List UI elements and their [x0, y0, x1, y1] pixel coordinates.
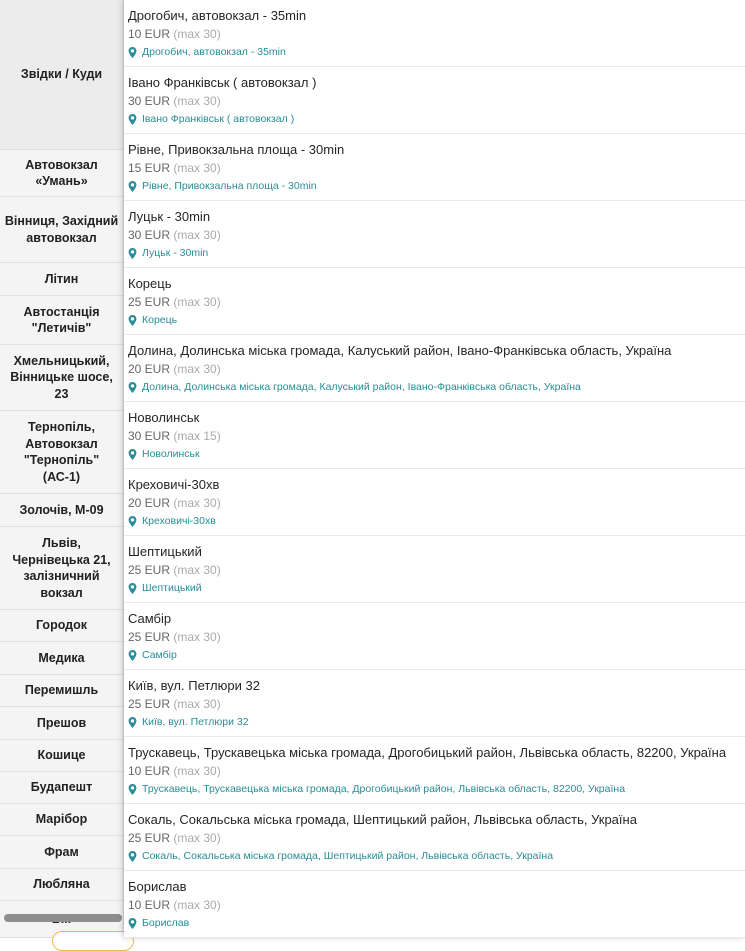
option-name: Корець — [128, 276, 172, 291]
location-text: Рівне, Привокзальна площа - 30min — [142, 180, 317, 192]
option-name: Сокаль, Сокальська міська громада, Шептицький район, Львівська область, Україна — [128, 812, 637, 827]
route-stop-row: Хмельницький, Вінницьке шосе, 23 — [0, 345, 123, 411]
location-text: Самбір — [142, 649, 177, 661]
route-stop-row: Золочів, М-09 — [0, 494, 123, 527]
destination-dropdown — [124, 0, 745, 938]
option-location — [128, 314, 177, 326]
map-pin-icon — [128, 382, 137, 393]
dropdown-option[interactable] — [124, 335, 745, 402]
option-price — [128, 898, 221, 912]
orange-outline-button[interactable] — [52, 931, 134, 951]
route-stop-row: Любляна — [0, 869, 123, 901]
price-value: 25 EUR — [128, 563, 171, 577]
map-pin-icon — [128, 650, 137, 661]
map-pin-icon — [128, 449, 137, 460]
price-value: 10 EUR — [128, 27, 171, 41]
option-price — [128, 496, 221, 510]
dropdown-option[interactable] — [124, 737, 745, 804]
option-location — [128, 716, 249, 728]
price-value: 25 EUR — [128, 295, 171, 309]
route-stop-row: Тернопіль, Автовокзал "Тернопіль" (АС-1) — [0, 411, 123, 494]
location-text: Трускавець, Трускавецька міська громада, Дрогобицький район, Львівська область, 82200, Україна — [142, 783, 626, 795]
dropdown-option[interactable] — [124, 804, 745, 871]
max-seats: (max 30) — [173, 362, 221, 376]
route-stop-row: Літин — [0, 263, 123, 296]
option-location — [128, 381, 581, 393]
map-pin-icon — [128, 918, 137, 929]
price-value: 25 EUR — [128, 831, 171, 845]
map-pin-icon — [128, 114, 137, 125]
option-location — [128, 917, 189, 929]
option-name: Долина, Долинська міська громада, Калуський район, Івано-Франківська область, Україна — [128, 343, 672, 358]
dropdown-option[interactable] — [124, 469, 745, 536]
option-name: Самбір — [128, 611, 172, 626]
route-stop-row: Городок — [0, 610, 123, 642]
option-price — [128, 563, 221, 577]
map-pin-icon — [128, 47, 137, 58]
option-location — [128, 113, 294, 125]
location-text: Дрогобич, автовокзал - 35min — [142, 46, 286, 58]
location-text: Корець — [142, 314, 178, 326]
location-text: Борислав — [142, 917, 190, 929]
map-pin-icon — [128, 315, 137, 326]
dropdown-option[interactable] — [124, 0, 745, 67]
dropdown-option[interactable] — [124, 201, 745, 268]
max-seats: (max 30) — [173, 898, 221, 912]
price-value: 25 EUR — [128, 630, 171, 644]
option-location — [128, 783, 625, 795]
route-stop-row: Кошице — [0, 740, 123, 772]
option-name: Дрогобич, автовокзал - 35min — [128, 8, 307, 23]
max-seats: (max 30) — [173, 630, 221, 644]
option-price — [128, 831, 221, 845]
option-price — [128, 697, 221, 711]
max-seats: (max 30) — [173, 295, 221, 309]
route-stop-row: Медика — [0, 642, 123, 675]
route-table-left-column — [0, 0, 124, 938]
map-pin-icon — [128, 784, 137, 795]
route-stop-row: Автостанція "Летичів" — [0, 296, 123, 345]
route-stop-row: Будапешт — [0, 772, 123, 804]
option-name: Новолинськ — [128, 410, 200, 425]
location-text: Долина, Долинська міська громада, Калуський район, Івано-Франківська область, Україна — [142, 381, 581, 393]
option-name: Івано Франківськ ( автовокзал ) — [128, 75, 317, 90]
max-seats: (max 30) — [173, 496, 221, 510]
price-value: 15 EUR — [128, 161, 171, 175]
max-seats: (max 30) — [173, 697, 221, 711]
price-value: 20 EUR — [128, 362, 171, 376]
option-location — [128, 515, 216, 527]
horizontal-scrollbar[interactable] — [4, 914, 122, 922]
option-price — [128, 764, 221, 778]
option-price — [128, 228, 221, 242]
dropdown-option[interactable] — [124, 536, 745, 603]
option-price — [128, 429, 221, 443]
price-value: 30 EUR — [128, 429, 171, 443]
dropdown-option[interactable] — [124, 67, 745, 134]
dropdown-option[interactable] — [124, 871, 745, 938]
price-value: 10 EUR — [128, 764, 171, 778]
option-location — [128, 46, 286, 58]
location-text: Шептицький — [142, 582, 202, 594]
dropdown-option[interactable] — [124, 603, 745, 670]
option-location — [128, 582, 202, 594]
max-seats: (max 15) — [173, 429, 221, 443]
option-name: Креховичі-30хв — [128, 477, 220, 492]
location-text: Креховичі-30хв — [142, 515, 216, 527]
option-name: Київ, вул. Петлюри 32 — [128, 678, 260, 693]
price-value: 25 EUR — [128, 697, 171, 711]
option-name: Трускавець, Трускавецька міська громада, Дрогобицький район, Львівська область, 82200, Україна — [128, 745, 727, 760]
route-stop-row: Фрам — [0, 836, 123, 869]
map-pin-icon — [128, 717, 137, 728]
route-stop-row: Марібор — [0, 804, 123, 836]
option-price — [128, 295, 221, 309]
option-location — [128, 448, 200, 460]
option-location — [128, 180, 317, 192]
dropdown-option[interactable] — [124, 268, 745, 335]
option-price — [128, 362, 221, 376]
location-text: Новолинськ — [142, 448, 200, 460]
map-pin-icon — [128, 248, 137, 259]
price-value: 30 EUR — [128, 94, 171, 108]
option-name: Борислав — [128, 879, 187, 894]
map-pin-icon — [128, 516, 137, 527]
option-price — [128, 27, 221, 41]
price-value: 20 EUR — [128, 496, 171, 510]
option-name: Шептицький — [128, 544, 202, 559]
max-seats: (max 30) — [173, 831, 221, 845]
price-value: 10 EUR — [128, 898, 171, 912]
option-price — [128, 630, 221, 644]
option-price — [128, 94, 221, 108]
map-pin-icon — [128, 851, 137, 862]
route-stop-row: Перемишль — [0, 675, 123, 707]
option-name: Луцьк - 30min — [128, 209, 211, 224]
map-pin-icon — [128, 181, 137, 192]
route-stop-row: Автовокзал «Умань» — [0, 150, 123, 197]
location-text: Сокаль, Сокальська міська громада, Шептицький район, Львівська область, Україна — [142, 850, 554, 862]
max-seats: (max 30) — [173, 764, 221, 778]
max-seats: (max 30) — [173, 563, 221, 577]
max-seats: (max 30) — [173, 27, 221, 41]
dropdown-option[interactable] — [124, 134, 745, 201]
route-stop-row: Прешов — [0, 707, 123, 740]
max-seats: (max 30) — [173, 228, 221, 242]
price-value: 30 EUR — [128, 228, 171, 242]
dropdown-option[interactable] — [124, 402, 745, 469]
option-name: Рівне, Привокзальна площа - 30min — [128, 142, 345, 157]
option-location — [128, 850, 553, 862]
table-header-from-to: Звідки / Куди — [0, 0, 123, 150]
route-stop-row: Вінниця, Західний автовокзал — [0, 197, 123, 263]
option-location — [128, 247, 208, 259]
max-seats: (max 30) — [173, 161, 221, 175]
route-stop-row: Львів, Чернівецька 21, залізничний вокзал — [0, 527, 123, 610]
map-pin-icon — [128, 583, 137, 594]
location-text: Івано Франківськ ( автовокзал ) — [142, 113, 295, 125]
option-location — [128, 649, 177, 661]
location-text: Луцьк - 30min — [142, 247, 209, 259]
location-text: Київ, вул. Петлюри 32 — [142, 716, 249, 728]
dropdown-option[interactable] — [124, 670, 745, 737]
max-seats: (max 30) — [173, 94, 221, 108]
option-price — [128, 161, 221, 175]
